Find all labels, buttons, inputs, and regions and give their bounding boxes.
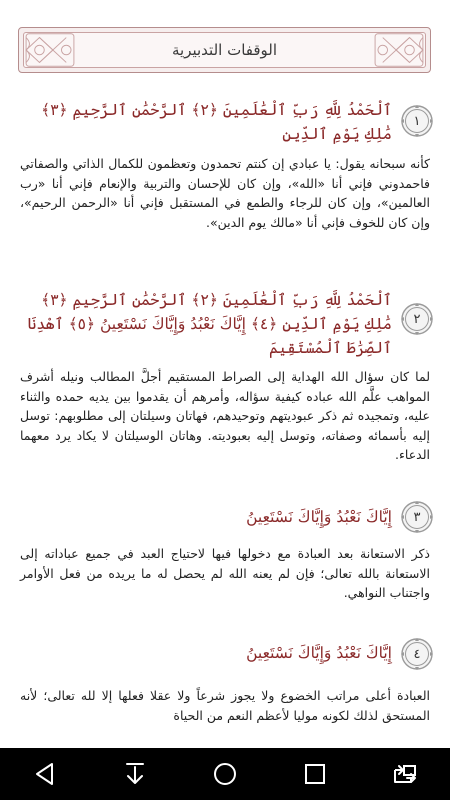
ornament-right-icon [368,28,430,72]
tafsir-text: العبادة أعلى مراتب الخضوع ولا يجوز شرعاً ولا عقلا فعلها إلا لله تعالى؛ لأنه المستحق لذلك لكونه موليا لأعظم النعم من الحياة [20,688,430,723]
ayah-number: ٤ [413,646,421,662]
verse-text: ٱلْحَمْدُ لِلَّهِ رَبِّ ٱلْعَٰلَمِينَ ﴿٢﴾ ٱلرَّحْمَٰنِ ٱلرَّحِيمِ ﴿٣﴾ مَٰلِكِ يَوْمِ ٱلدِّينِ [41,101,392,143]
back-triangle-icon [32,761,58,787]
back-button[interactable] [15,748,75,800]
tafsir-text: كأنه سبحانه يقول: يا عبادي إن كنتم تحمدون وتعظمون للكمال الذاتي والصفاتي فاحمدوني فإني أنا «الله»، وإن كان للإحسان والتربية والإنعام فإني أنا «رب العالمين»، وإن كان للرجاء والطمع في المستقبل فإني أنا «الرحمن الرحيم»، وإن كان للخوف فإني أنا «مالك يوم الدين». [20,156,430,230]
home-circle-icon [212,761,238,787]
ayah-number: ٣ [413,509,421,525]
recents-square-icon [302,761,328,787]
ayah-number-badge [400,302,434,336]
tafsir-text: ذكر الاستعانة بعد العبادة مع دخولها فيها لاحتياج العبد في جميع عباداته إلى الاستعانة بالله تعالى؛ فإن لم يعنه الله لم يحصل له ما يريده من فعل الأوامر واجتناب النواهي. [20,546,430,600]
ayah-number-badge [400,637,434,671]
home-button[interactable] [195,748,255,800]
content-scroll[interactable] [0,82,450,748]
ayah-number: ١ [413,113,421,129]
recents-button[interactable] [285,748,345,800]
download-button[interactable] [105,748,165,800]
header-frame [18,27,431,73]
navigation-bar [0,748,450,800]
download-icon [122,761,148,787]
tafsir-text: لما كان سؤال الله الهداية إلى الصراط المستقيم أجلَّ المطالب ونيله أشرف المواهب علَّم الله عباده كيفية سؤاله، وأمرهم أن يقدموا بين يديه حمده والثناء عليه، وتمجيده ثم ذكر عبوديتهم وتوحيدهم، فهاتان وسيلتان إلى مطلوبهم: توسل إليه بأسمائه وصفاته، وتوسل إليه بعبوديته. وهاتان الوسيلتان لا يكاد يرد معهما الدعاء. [20,369,430,462]
switch-apps-icon [392,761,418,787]
page-title: الوقفات التدبيرية [171,41,278,59]
ornament-left-icon [19,28,81,72]
ayah-number-badge [400,500,434,534]
ayah-number-badge [400,104,434,138]
verse-text: ٱلْحَمْدُ لِلَّهِ رَبِّ ٱلْعَٰلَمِينَ ﴿٢﴾ ٱلرَّحْمَٰنِ ٱلرَّحِيمِ ﴿٣﴾ مَٰلِكِ يَوْمِ ٱلدِّينِ ﴿٤﴾ إِيَّاكَ نَعْبُدُ وَإِيَّاكَ نَسْتَعِينُ ﴿٥﴾ ٱهْدِنَا ٱلصِّرَٰطَ ٱلْمُسْتَقِيمَ [27,291,392,357]
switch-apps-button[interactable] [375,748,435,800]
verse-text: إِيَّاكَ نَعْبُدُ وَإِيَّاكَ نَسْتَعِينُ [246,644,392,662]
ayah-number: ٢ [413,311,421,327]
verse-text: إِيَّاكَ نَعْبُدُ وَإِيَّاكَ نَسْتَعِينُ [246,508,392,526]
